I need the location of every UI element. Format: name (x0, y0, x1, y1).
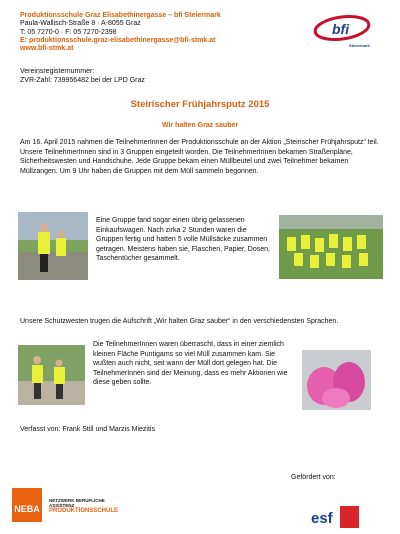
zvr-number: ZVR-Zahl: 739956482 bei der LPD Graz (20, 76, 145, 84)
intro-paragraph: Am 16. April 2015 nahmen die TeilnehmerInnen der Produktionsschule an der Aktion „Steirischer Frühjahrsputz“ teil. Unsere TeilnehmerInnen sind in 3 Gruppen eingeteilt worden. Die TeilnehmerInnen bekamen Straßenpläne, Sicherheitswesten und Handschuhe. Jede Gruppe bekam einen Müllbeutel und zwei Teilnehmer bekamen Müllzangen. Um 9 Uhr haben die Gruppen mit dem Müll sammeln begonnen. (20, 139, 379, 175)
registry-label: Vereinsregisternummer: (20, 68, 95, 75)
org-line: Produktionsschule Graz Elisabethinergasse – bfi Steiermark (20, 12, 221, 19)
conclusion-paragraph: Die TeilnehmerInnen waren überrascht, dass in einer ziemlich kleinen Fläche Puntigams so viel Müll zusammen kam. Sie wußten auch nicht, seit wann der Müll dort gelegen hat. Die TeilnehmerInnen sind der Meinung, dass es mehr Aktionen wie diese geben sollte. (93, 341, 288, 387)
esf-logo-text: esf (311, 510, 333, 526)
vests-paragraph: Unsere Schutzwesten trugen die Aufschrift „Wir halten Graz sauber“ in den verschiedensten Sprachen. (20, 318, 339, 325)
neba-line3: PRODUKTIONSSCHULE (49, 507, 119, 514)
phone: T: 05 7270-0 · F: 05 7270-2398 (20, 28, 117, 36)
author-credit: Verfasst von: Frank Still und Marzis Miezitis (20, 426, 155, 433)
email-link[interactable]: E: produktionsschule.graz-elisabethinergasse@bfi-stmk.at (20, 36, 216, 44)
header-contact (20, 12, 320, 53)
photo-group-pathway (18, 345, 85, 405)
neba-line1: NETZWERK BERUFLICHE (49, 498, 105, 503)
neba-line2: ASSISTENZ (49, 503, 75, 509)
bfi-logo-text: bfi (332, 21, 350, 37)
photo-trash-bags (302, 350, 371, 410)
esf-logo (310, 508, 337, 526)
bfi-logo-tagline: Steiermark (349, 43, 370, 48)
website-link[interactable]: www.bfi-stmk.at (20, 45, 74, 53)
page-title: Steirischer Frühjahrsputz 2015 (130, 99, 270, 110)
address: Paula-Wallisch-Straße 8 · A-8055 Graz (20, 20, 141, 28)
funded-by-label: Gefördert von: (291, 474, 336, 481)
page-subtitle: Wir halten Graz sauber (161, 122, 239, 129)
neba-logo (12, 488, 42, 522)
bfi-logo (312, 14, 374, 50)
eu-logo (340, 506, 359, 528)
shopping-cart-paragraph: Eine Gruppe fand sogar einen übrig gelassenen Einkaufswagen. Nach zirka 2 Stunden waren die Gruppen fertig und hatten 5 volle Müllsäcke zusammen getragen. Meistens haben sie, Flaschen, Papier, Dosen, Taschentücher gesammelt. (96, 217, 270, 263)
registry-info (20, 68, 145, 85)
photo-group-meadow (279, 215, 383, 279)
photo-group-street (18, 212, 88, 280)
neba-text (49, 498, 118, 514)
neba-logo-text: NEBA (14, 504, 40, 514)
